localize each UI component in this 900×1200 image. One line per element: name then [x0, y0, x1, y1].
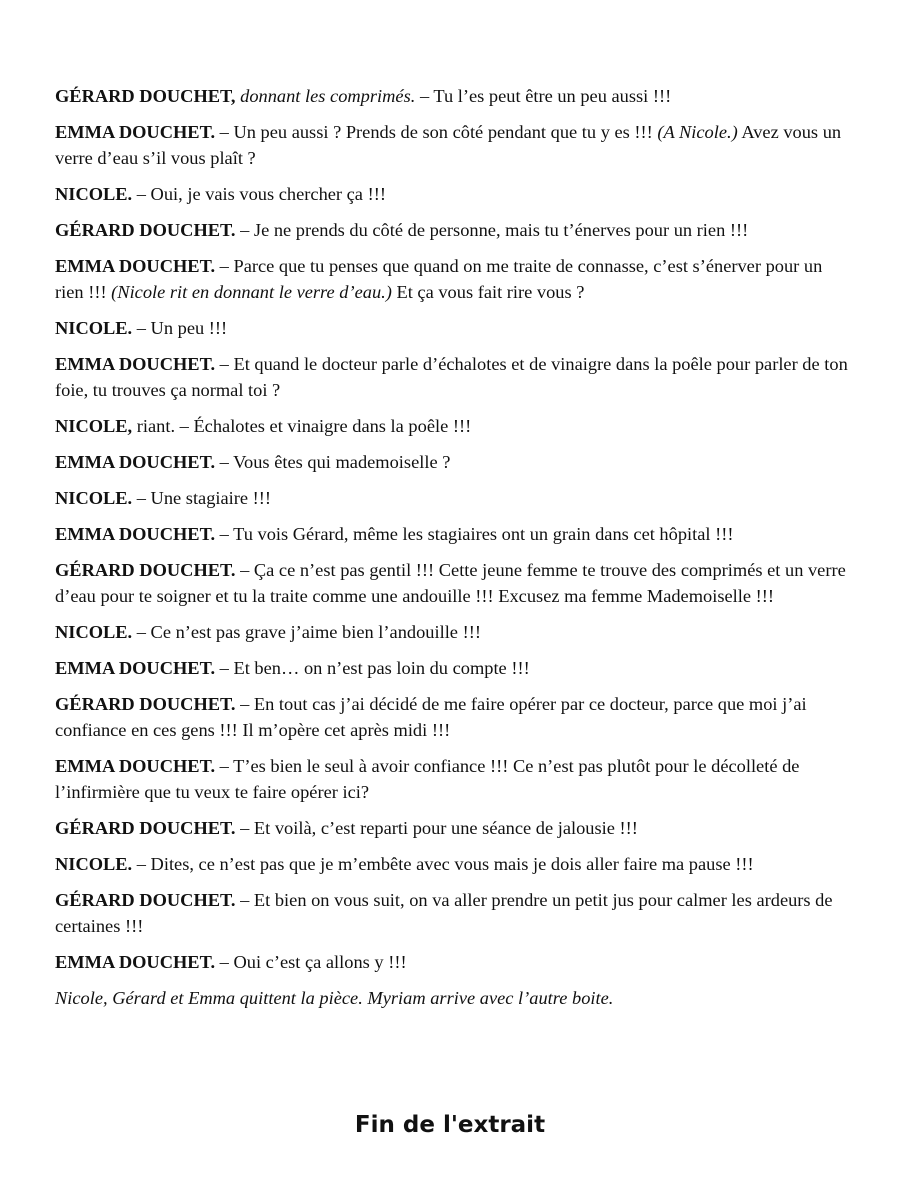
speaker-name: GÉRARD DOUCHET. [55, 220, 236, 240]
dialogue-text: – Oui, je vais vous chercher ça !!! [132, 184, 386, 204]
dialogue-text: – Et quand le docteur parle d’échalotes et de vinaigre dans la poêle pour parler de ton foie, tu trouves ça normal toi ? [55, 354, 848, 400]
dialogue-line [55, 949, 850, 975]
speaker-name: GÉRARD DOUCHET. [55, 890, 236, 910]
dialogue-text: – Un peu !!! [132, 318, 228, 338]
speaker-name: EMMA DOUCHET. [55, 256, 216, 276]
dialogue-text: – Ça ce n’est pas gentil !!! Cette jeune femme te trouve des comprimés et un verre d’eau pour te soigner et tu la traite comme une andouille !!! Excusez ma femme Mademoiselle !!! [55, 560, 846, 606]
dialogue-text: – T’es bien le seul à avoir confiance !!! Ce n’est pas plutôt pour le décolleté de l’infirmière que tu veux te faire opérer ici? [55, 756, 800, 802]
dialogue-text: – Et bien on vous suit, on va aller prendre un petit jus pour calmer les ardeurs de certaines !!! [55, 890, 833, 936]
stage-aside: donnant les comprimés. [240, 86, 416, 106]
dialogue-text: – Un peu aussi ? Prends de son côté pendant que tu y es !!! [215, 122, 658, 142]
dialogue-text: – Ce n’est pas grave j’aime bien l’andouille !!! [132, 622, 481, 642]
dialogue-line [55, 119, 850, 171]
dialogue-line [55, 753, 850, 805]
dialogue-text: – Dites, ce n’est pas que je m’embête avec vous mais je dois aller faire ma pause !!! [132, 854, 754, 874]
speaker-name: GÉRARD DOUCHET. [55, 560, 236, 580]
stage-aside: (A Nicole.) [657, 122, 738, 142]
stage-direction: Nicole, Gérard et Emma quittent la pièce. Myriam arrive avec l’autre boite. [55, 988, 614, 1008]
speaker-name: EMMA DOUCHET. [55, 354, 216, 374]
speaker-name: EMMA DOUCHET. [55, 658, 216, 678]
dialogue-line [55, 887, 850, 939]
speaker-name: NICOLE. [55, 184, 133, 204]
dialogue-line [55, 655, 850, 681]
dialogue-text: – Et ben… on n’est pas loin du compte !!! [215, 658, 530, 678]
speaker-name: GÉRARD DOUCHET. [55, 694, 236, 714]
speaker-name: NICOLE. [55, 622, 133, 642]
dialogue-line [55, 217, 850, 243]
speaker-name: EMMA DOUCHET. [55, 122, 216, 142]
dialogue-line [55, 485, 850, 511]
speaker-name: NICOLE. [55, 318, 133, 338]
dialogue-line [55, 315, 850, 341]
speaker-name: GÉRARD DOUCHET. [55, 818, 236, 838]
dialogue-text: – En tout cas j’ai décidé de me faire opérer par ce docteur, parce que moi j’ai confiance en ces gens !!! Il m’opère cet après midi !!! [55, 694, 807, 740]
dialogue-text: – Et voilà, c’est reparti pour une séance de jalousie !!! [235, 818, 638, 838]
dialogue-line [55, 181, 850, 207]
speaker-name: NICOLE. [55, 488, 133, 508]
speaker-name: NICOLE, [55, 416, 133, 436]
speaker-name: EMMA DOUCHET. [55, 952, 216, 972]
dialogue [55, 83, 850, 975]
script-page [55, 83, 850, 1011]
dialogue-text: – Tu l’es peut être un peu aussi !!! [415, 86, 672, 106]
dialogue-line [55, 351, 850, 403]
dialogue-line [55, 815, 850, 841]
speaker-name: EMMA DOUCHET. [55, 524, 216, 544]
dialogue-line [55, 253, 850, 305]
dialogue-text: – Vous êtes qui mademoiselle ? [215, 452, 451, 472]
end-of-excerpt: Fin de l'extrait [354, 1112, 546, 1138]
speaker-name: NICOLE. [55, 854, 133, 874]
dialogue-text: – Une stagiaire !!! [132, 488, 272, 508]
dialogue-text: – Tu vois Gérard, même les stagiaires ont un grain dans cet hôpital !!! [215, 524, 734, 544]
speaker-name: GÉRARD DOUCHET, [55, 86, 236, 106]
dialogue-line [55, 557, 850, 609]
dialogue-text: – Parce que tu penses que quand on me traite de connasse, c’est s’énerver pour un rien !!! [55, 256, 823, 302]
dialogue-line [55, 449, 850, 475]
dialogue-text: – Oui c’est ça allons y !!! [215, 952, 407, 972]
dialogue-line [55, 691, 850, 743]
dialogue-text: riant. – Échalotes et vinaigre dans la poêle !!! [132, 416, 472, 436]
dialogue-line [55, 619, 850, 645]
dialogue-line [55, 83, 850, 109]
speaker-name: EMMA DOUCHET. [55, 756, 216, 776]
dialogue-text: – Je ne prends du côté de personne, mais tu t’énerves pour un rien !!! [235, 220, 749, 240]
dialogue-line [55, 851, 850, 877]
dialogue-line [55, 413, 850, 439]
dialogue-text: Et ça vous fait rire vous ? [391, 282, 585, 302]
speaker-name: EMMA DOUCHET. [55, 452, 216, 472]
dialogue-line [55, 521, 850, 547]
dialogue-text: Avez vous un verre d’eau s’il vous plaît ? [55, 122, 842, 168]
stage-aside: (Nicole rit en donnant le verre d’eau.) [111, 282, 392, 302]
